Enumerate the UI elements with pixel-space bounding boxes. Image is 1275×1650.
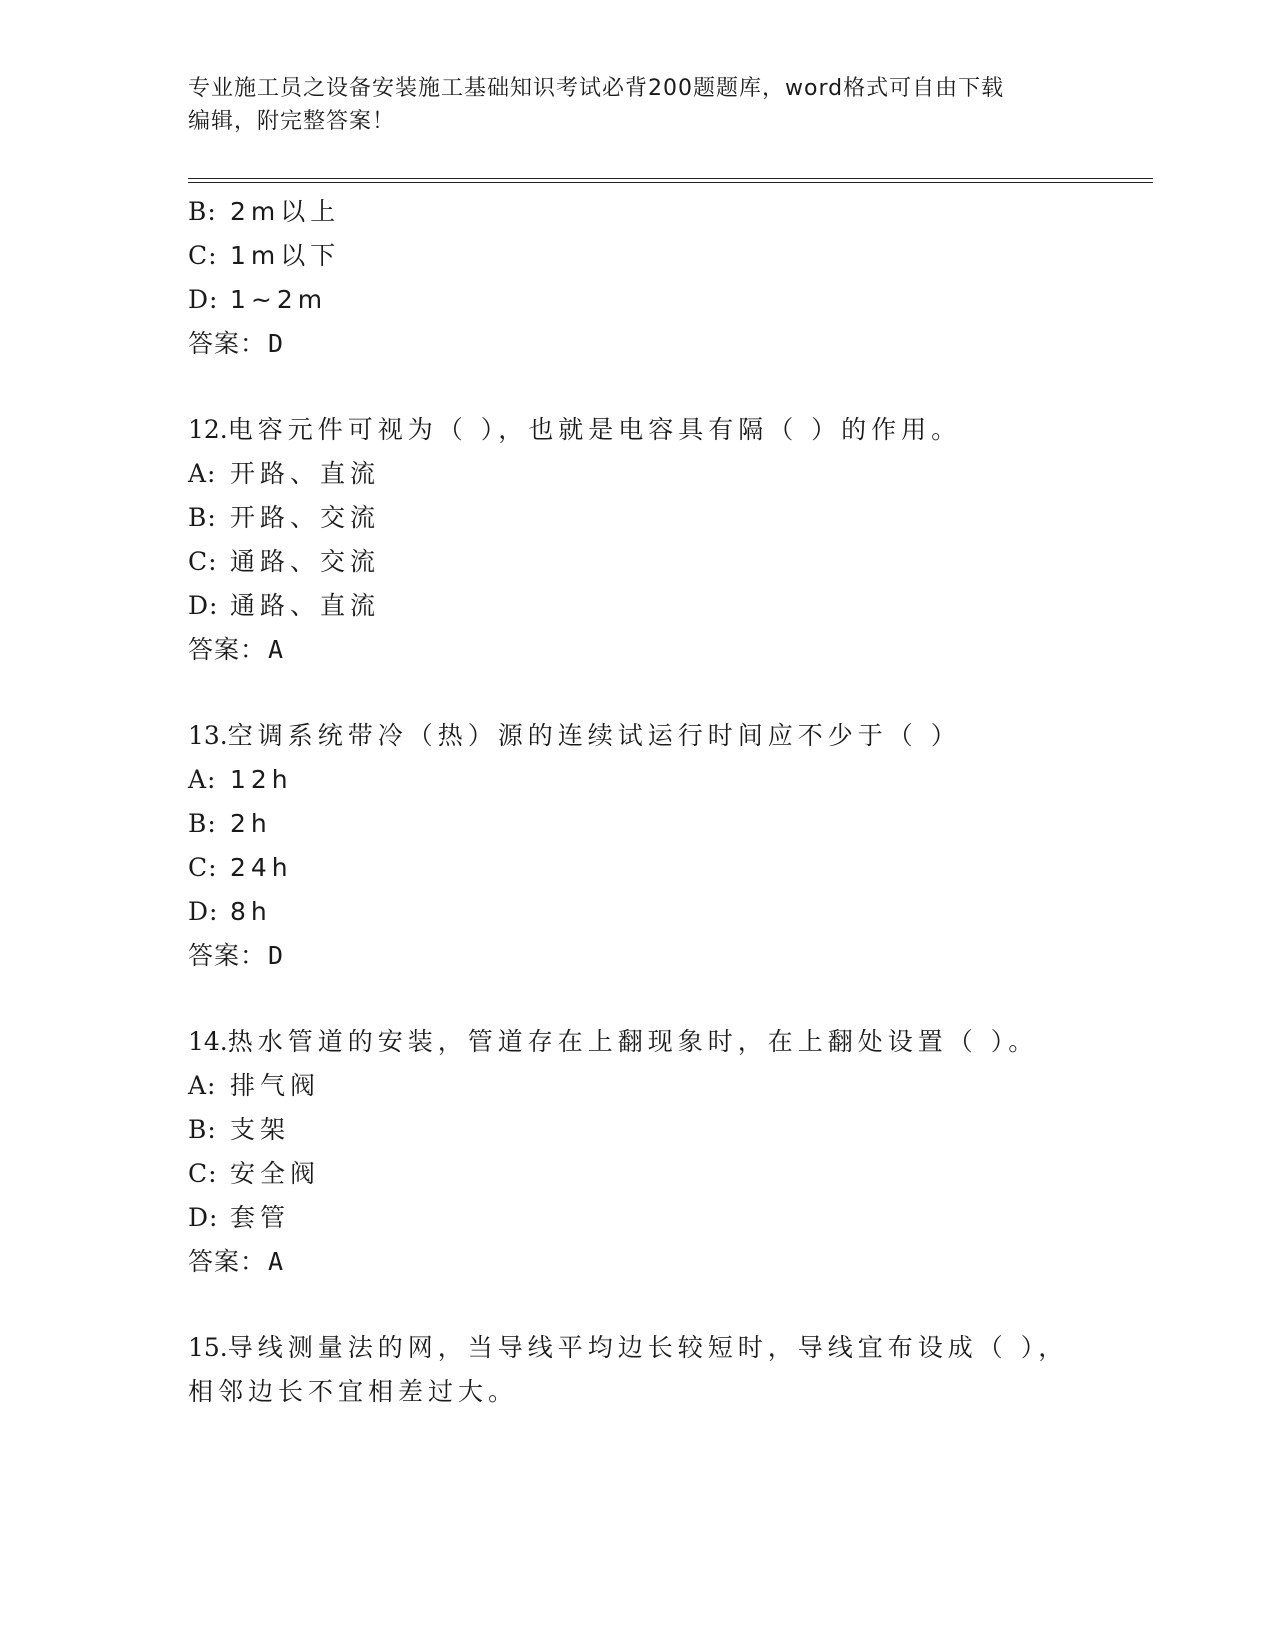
question-number: 12.: [188, 415, 228, 444]
q13-answer: [188, 940, 284, 972]
option-text: 开路、交流: [230, 503, 381, 532]
question-12: [188, 414, 961, 446]
answer-value: A: [268, 1247, 285, 1276]
option-label: B:: [188, 809, 217, 838]
q13-option-a: [188, 764, 293, 796]
option-text: 8h: [230, 897, 272, 926]
answer-value: D: [268, 329, 285, 358]
option-text: 12h: [230, 765, 293, 794]
option-label: D:: [188, 591, 219, 620]
option-text: 开路、直流: [230, 459, 381, 488]
question-text: 导线测量法的网，当导线平均边长较短时，导线宜布设成（ ），: [227, 1333, 1069, 1362]
q14-option-a: [188, 1070, 320, 1102]
option-label: A:: [188, 765, 217, 794]
document-header: [188, 72, 1088, 138]
question-text-continued: 相邻边长不宜相差过大。: [188, 1377, 519, 1406]
q13-option-b: [188, 808, 272, 840]
q14-answer: [188, 1246, 284, 1278]
q13-option-c: [188, 852, 293, 884]
q12-option-d: [188, 590, 380, 622]
option-text: 2m以上: [230, 197, 341, 226]
option-text: 1m以下: [230, 241, 341, 270]
q14-option-c: [188, 1158, 320, 1190]
prev-option-c: [188, 240, 340, 272]
option-label: C:: [188, 853, 218, 882]
option-label: A:: [188, 459, 217, 488]
option-text: 24h: [230, 853, 293, 882]
option-label: C:: [188, 547, 218, 576]
question-number: 14.: [188, 1027, 228, 1056]
option-label: C:: [188, 241, 218, 270]
question-15-continued: [188, 1376, 518, 1408]
question-15: [188, 1332, 1068, 1364]
option-label: C:: [188, 1159, 218, 1188]
prev-answer: [188, 328, 284, 360]
q12-option-b: [188, 502, 380, 534]
answer-label: 答案：: [188, 1247, 267, 1276]
header-title-line-1: 专业施工员之设备安装施工基础知识考试必背200题题库，word格式可自由下载: [188, 76, 1005, 101]
answer-label: 答案：: [188, 941, 267, 970]
question-number: 13.: [188, 721, 228, 750]
header-divider-top: [188, 178, 1153, 179]
header-divider-bottom: [188, 182, 1153, 183]
question-number: 15.: [188, 1333, 228, 1362]
option-text: 通路、交流: [230, 547, 381, 576]
option-label: B:: [188, 197, 217, 226]
prev-option-b: [188, 196, 340, 228]
header-title-line-2: 编辑，附完整答案！: [188, 109, 396, 134]
option-label: D:: [188, 1203, 219, 1232]
answer-value: A: [268, 635, 285, 664]
q12-option-c: [188, 546, 380, 578]
option-text: 通路、直流: [230, 591, 381, 620]
question-text: 空调系统带冷（热）源的连续试运行时间应不少于（ ）: [227, 721, 961, 750]
option-text: 2h: [230, 809, 272, 838]
q12-option-a: [188, 458, 380, 490]
option-label: A:: [188, 1071, 217, 1100]
option-text: 支架: [230, 1115, 291, 1144]
option-text: 1~2m: [230, 285, 328, 314]
question-14: [188, 1026, 1038, 1058]
answer-value: D: [268, 941, 285, 970]
question-13: [188, 720, 961, 752]
option-text: 排气阀: [230, 1071, 321, 1100]
q12-answer: [188, 634, 284, 666]
answer-label: 答案：: [188, 329, 267, 358]
q13-option-d: [188, 896, 272, 928]
option-label: B:: [188, 503, 217, 532]
q14-option-d: [188, 1202, 290, 1234]
option-text: 套管: [230, 1203, 291, 1232]
question-text: 电容元件可视为（ ），也就是电容具有隔（ ）的作用。: [227, 415, 962, 444]
option-label: B:: [188, 1115, 217, 1144]
option-text: 安全阀: [230, 1159, 321, 1188]
q14-option-b: [188, 1114, 290, 1146]
answer-label: 答案：: [188, 635, 267, 664]
option-label: D:: [188, 897, 219, 926]
prev-option-d: [188, 284, 327, 316]
option-label: D:: [188, 285, 219, 314]
question-text: 热水管道的安装，管道存在上翻现象时，在上翻处设置（ ）。: [227, 1027, 1039, 1056]
